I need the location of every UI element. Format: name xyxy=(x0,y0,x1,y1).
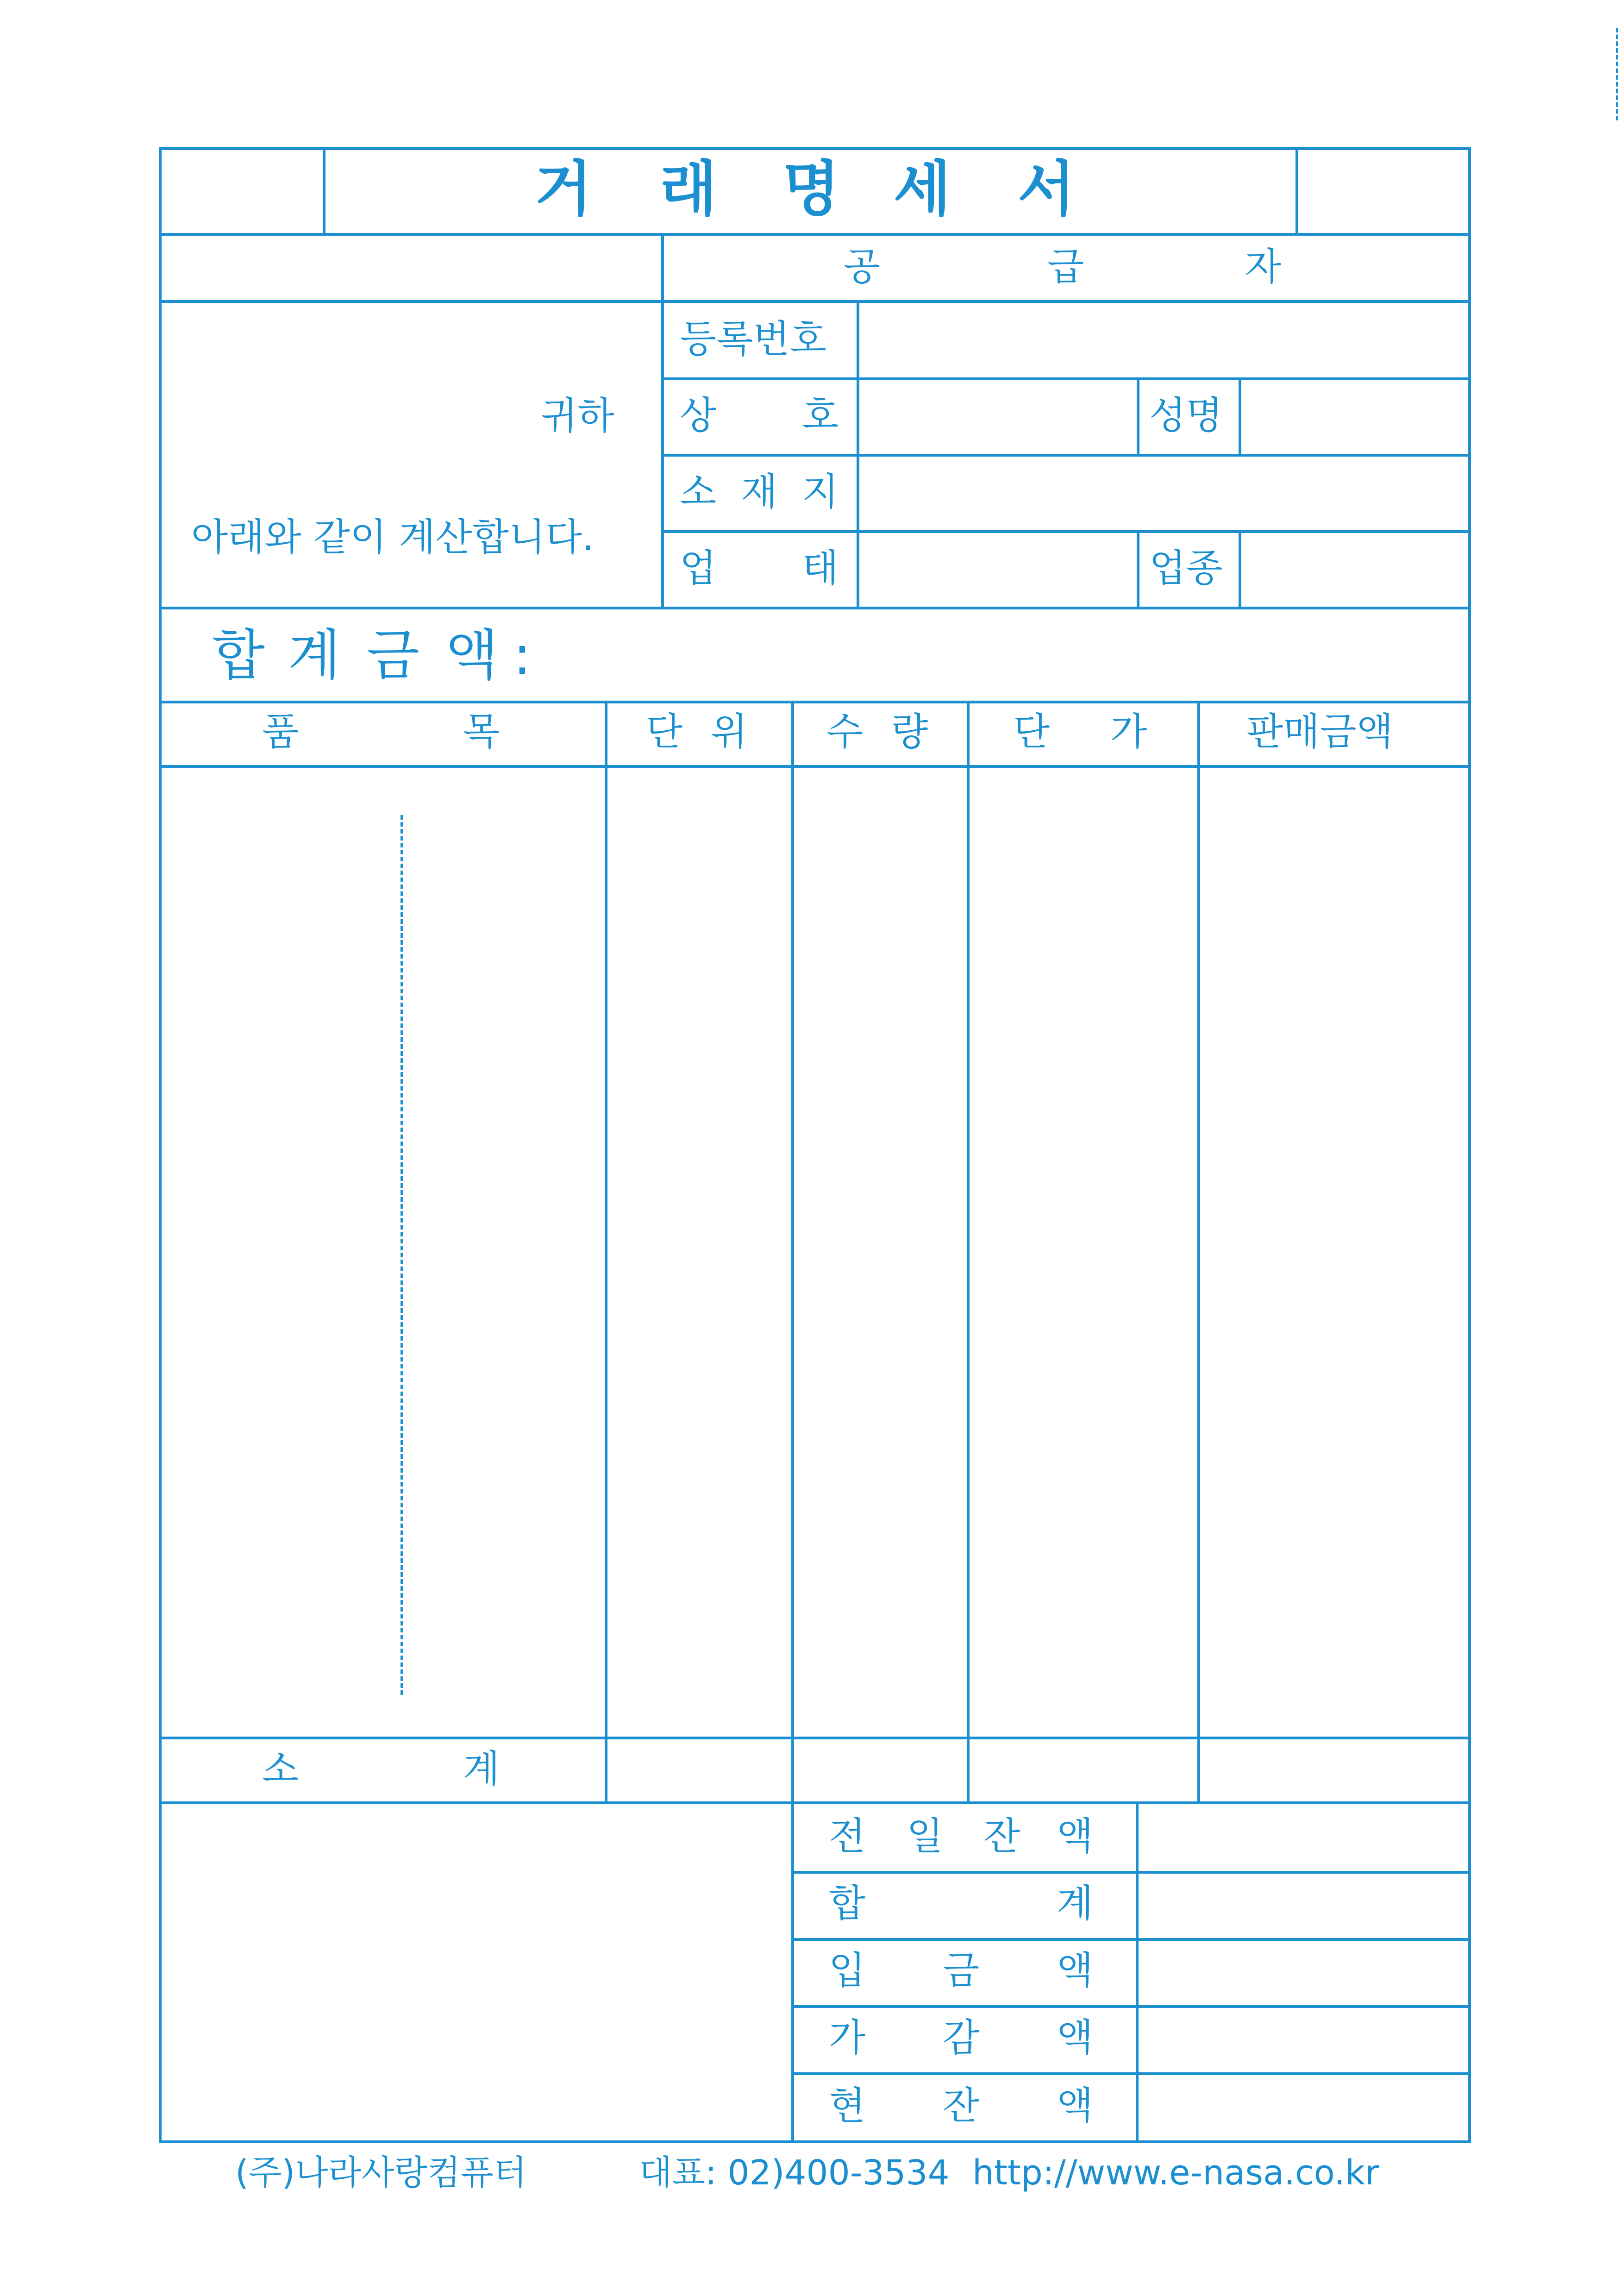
summary-label-char: 일 xyxy=(907,1814,944,1858)
total-label-char: 합 xyxy=(212,623,265,687)
address-field[interactable] xyxy=(860,457,1467,529)
sale-amount-cells[interactable] xyxy=(1200,768,1468,1737)
outer-border-top xyxy=(159,147,1471,150)
item-column-guide xyxy=(401,815,403,1695)
quantity-cells[interactable] xyxy=(794,768,967,1737)
column-header-sale-amount: 판매금액 xyxy=(1246,710,1393,754)
adjustment-field[interactable] xyxy=(1139,2008,1467,2071)
total-amount-field[interactable] xyxy=(556,610,1465,698)
registration-number-field[interactable] xyxy=(860,303,1467,376)
title-char: 세 xyxy=(894,155,951,224)
deposit-field[interactable] xyxy=(1139,1941,1467,2004)
summary-label-char: 잔 xyxy=(943,2084,980,2128)
perforation-edge xyxy=(1616,28,1618,120)
total-label-char: : xyxy=(513,623,532,687)
title-char: 서 xyxy=(1018,155,1075,224)
supplier-left-divider xyxy=(661,233,664,608)
total-label-char: 액 xyxy=(445,623,498,687)
item-label-left-divider xyxy=(1137,530,1139,608)
current-balance-field[interactable] xyxy=(1139,2075,1467,2139)
summary-label-char: 계 xyxy=(1057,1882,1094,1926)
name-label-left-divider xyxy=(1137,377,1139,455)
business-item-label: 업종 xyxy=(1149,546,1223,590)
supplier-heading-char: 자 xyxy=(1245,245,1282,289)
company-label-char: 호 xyxy=(802,394,839,438)
outer-border-right xyxy=(1468,147,1471,2143)
supplier-label-divider xyxy=(857,300,859,608)
column-header-char: 단 xyxy=(1013,710,1050,754)
subtotal-label-char: 계 xyxy=(463,1747,500,1791)
recipient-honorific: 귀하 xyxy=(541,394,614,438)
summary-label-char: 액 xyxy=(1057,2016,1094,2060)
subtotal-top-line xyxy=(159,1737,1471,1739)
title-right-divider xyxy=(1296,147,1298,234)
outer-border-bottom xyxy=(159,2140,1471,2143)
recipient-statement: 아래와 같이 계산합니다. xyxy=(191,515,595,559)
title-left-divider xyxy=(323,147,325,234)
previous-balance-field[interactable] xyxy=(1139,1804,1467,1870)
column-header-char: 가 xyxy=(1110,710,1147,754)
representative-name-field[interactable] xyxy=(1242,380,1467,452)
summary-label-char: 액 xyxy=(1057,2084,1094,2128)
footer-url: http://www.e-nasa.co.kr xyxy=(972,2153,1379,2193)
column-header-char: 품 xyxy=(262,710,299,754)
summary-total-field[interactable] xyxy=(1139,1874,1467,1937)
recipient-name-field[interactable] xyxy=(163,303,533,442)
name-label-right-divider xyxy=(1239,377,1241,455)
title-char: 거 xyxy=(535,155,592,224)
registration-number-label: 등록번호 xyxy=(680,317,826,361)
summary-label-char: 금 xyxy=(943,1949,980,1993)
supplier-bottom-line xyxy=(159,607,1471,609)
title-char: 명 xyxy=(782,155,840,224)
summary-label-char: 액 xyxy=(1057,1949,1094,1993)
column-header-char: 단 xyxy=(646,710,683,754)
supplier-heading-char: 급 xyxy=(1047,245,1084,289)
summary-label-char: 감 xyxy=(943,2016,980,2060)
summary-label-char: 현 xyxy=(829,2084,866,2128)
address-label-char: 소 xyxy=(680,470,717,514)
business-type-label-char: 업 xyxy=(680,546,717,590)
total-label-char: 계 xyxy=(288,623,341,687)
supplier-heading-char: 공 xyxy=(844,245,881,289)
business-type-field[interactable] xyxy=(860,533,1135,605)
summary-label-char: 합 xyxy=(829,1882,866,1926)
unit-cells[interactable] xyxy=(607,768,791,1737)
total-row-bottom-line xyxy=(159,701,1471,703)
items-body xyxy=(162,768,1468,1737)
summary-label-char: 입 xyxy=(829,1949,866,1993)
summary-value-divider xyxy=(1136,1801,1139,2142)
column-header-char: 목 xyxy=(463,710,500,754)
footer-company: (주)나라사랑컴퓨터 xyxy=(235,2153,527,2193)
item-name-cells[interactable] xyxy=(162,768,605,1737)
address-label-char: 지 xyxy=(802,470,839,514)
summary-label-char: 전 xyxy=(829,1814,866,1858)
company-name-field[interactable] xyxy=(860,380,1135,452)
business-item-field[interactable] xyxy=(1242,533,1467,605)
summary-label-char: 잔 xyxy=(983,1814,1020,1858)
item-label-right-divider xyxy=(1239,530,1241,608)
column-header-char: 수 xyxy=(826,710,864,754)
footer-phone: 대표: 02)400-3534 xyxy=(639,2153,950,2193)
summary-label-char: 액 xyxy=(1057,1814,1094,1858)
unit-price-cells[interactable] xyxy=(970,768,1197,1737)
company-label-char: 상 xyxy=(680,394,717,438)
subtotal-label-char: 소 xyxy=(262,1747,299,1791)
title-bottom-line xyxy=(159,233,1471,236)
column-header-char: 량 xyxy=(891,710,928,754)
representative-name-label: 성명 xyxy=(1149,394,1223,438)
memo-area[interactable] xyxy=(162,1804,790,2140)
title-char: 래 xyxy=(660,155,717,224)
summary-label-char: 가 xyxy=(829,2016,866,2060)
address-label-char: 재 xyxy=(741,470,778,514)
total-label-char: 금 xyxy=(367,623,419,687)
summary-left-divider xyxy=(791,1801,794,2142)
column-header-char: 위 xyxy=(711,710,748,754)
business-type-label-char: 태 xyxy=(802,546,839,590)
